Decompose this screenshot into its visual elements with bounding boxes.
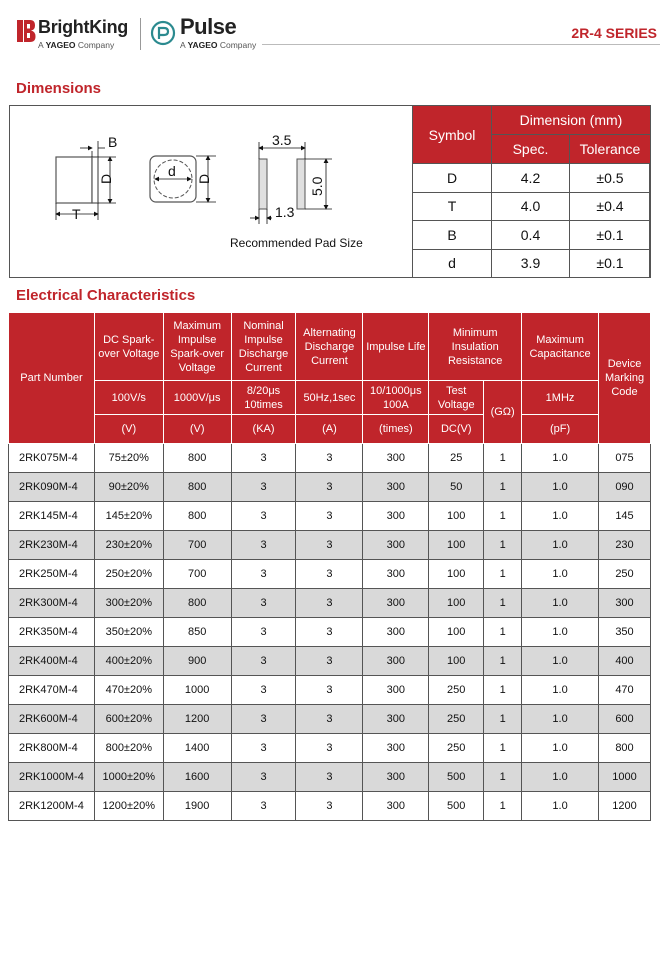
- part-number-cell: 2RK090M-4: [9, 473, 95, 502]
- spec-cell: 3.9: [492, 249, 570, 278]
- label-pad-width: 3.5: [272, 132, 292, 148]
- part-number-cell: 2RK1000M-4: [9, 763, 95, 792]
- nominal-discharge-cell: 3: [231, 792, 296, 821]
- life-unit: (times): [363, 415, 429, 444]
- dc-sparkover-cell: 250±20%: [94, 560, 163, 589]
- dc-sparkover-cell: 1000±20%: [94, 763, 163, 792]
- alternating-discharge-cell: 3: [296, 734, 363, 763]
- impulse-sparkover-cell: 1200: [163, 705, 231, 734]
- pulse-logo: [150, 16, 260, 52]
- capacitance-cell: 1.0: [522, 444, 599, 473]
- dc-sparkover-cell: 600±20%: [94, 705, 163, 734]
- insulation-cell: 1: [484, 444, 522, 473]
- tolerance-cell: ±0.4: [570, 192, 651, 221]
- spec-cell: 0.4: [492, 221, 570, 250]
- test-voltage-cell: 250: [429, 705, 484, 734]
- nominal-discharge-cell: 3: [231, 647, 296, 676]
- table-row: [9, 763, 651, 792]
- gohm-unit: (GΩ): [484, 381, 522, 444]
- impulse-life-cell: 300: [363, 473, 429, 502]
- alternating-discharge-cell: 3: [296, 618, 363, 647]
- alternating-discharge-cell: 3: [296, 502, 363, 531]
- impulse-life-cell: 300: [363, 792, 429, 821]
- test-voltage-cell: 100: [429, 531, 484, 560]
- insulation-cell: 1: [484, 676, 522, 705]
- test-voltage-cell: 500: [429, 792, 484, 821]
- table-row: [9, 618, 651, 647]
- test-voltage-cell: 100: [429, 560, 484, 589]
- impulse-sparkover-cell: 1900: [163, 792, 231, 821]
- brightking-mark-icon: [16, 19, 36, 43]
- impulse-life-cell: 300: [363, 560, 429, 589]
- nominal-discharge-cell: 3: [231, 444, 296, 473]
- spec-header: Spec.: [492, 135, 570, 164]
- test-voltage-cell: 25: [429, 444, 484, 473]
- table-row: [9, 734, 651, 763]
- dimensions-title: Dimensions: [16, 80, 102, 97]
- insulation-cell: 1: [484, 502, 522, 531]
- dimension-table: [412, 105, 651, 278]
- test-voltage-cell: 500: [429, 763, 484, 792]
- page-header: [0, 0, 663, 60]
- part-number-cell: 2RK250M-4: [9, 560, 95, 589]
- dc-sparkover-cell: 90±20%: [94, 473, 163, 502]
- marking-code-cell: 300: [599, 589, 651, 618]
- capacitance-cell: 1.0: [522, 647, 599, 676]
- impulse-sparkover-cell: 800: [163, 473, 231, 502]
- part-number-cell: 2RK300M-4: [9, 589, 95, 618]
- capacitance-cell: 1.0: [522, 763, 599, 792]
- table-row: [413, 249, 651, 278]
- pulse-mark-icon: [150, 20, 176, 46]
- table-row: [9, 647, 651, 676]
- part-number-cell: 2RK470M-4: [9, 676, 95, 705]
- impulse-life-cell: 300: [363, 734, 429, 763]
- capacitance-cell: 1.0: [522, 560, 599, 589]
- dc-sparkover-cell: 75±20%: [94, 444, 163, 473]
- impulse-condition: 1000V/μs: [163, 381, 231, 415]
- alternating-discharge-header: Alternating Discharge Current: [296, 313, 363, 381]
- impulse-life-cell: 300: [363, 763, 429, 792]
- table-row: [413, 164, 651, 193]
- impulse-sparkover-cell: 1600: [163, 763, 231, 792]
- table-row: [413, 221, 651, 250]
- part-number-cell: 2RK600M-4: [9, 705, 95, 734]
- impulse-unit: (V): [163, 415, 231, 444]
- impulse-sparkover-cell: 800: [163, 444, 231, 473]
- marking-code-cell: 800: [599, 734, 651, 763]
- capacitance-cell: 1.0: [522, 473, 599, 502]
- marking-code-cell: 470: [599, 676, 651, 705]
- part-number-cell: 2RK075M-4: [9, 444, 95, 473]
- impulse-sparkover-cell: 900: [163, 647, 231, 676]
- table-row: [9, 502, 651, 531]
- alternating-discharge-cell: 3: [296, 589, 363, 618]
- alternating-discharge-cell: 3: [296, 705, 363, 734]
- capacitance-cell: 1.0: [522, 531, 599, 560]
- dc-sparkover-header: DC Spark-over Voltage: [94, 313, 163, 381]
- nominal-discharge-cell: 3: [231, 589, 296, 618]
- impulse-life-cell: 300: [363, 647, 429, 676]
- marking-code-header: Device Marking Code: [599, 313, 651, 444]
- impulse-sparkover-cell: 1000: [163, 676, 231, 705]
- dc-sparkover-cell: 300±20%: [94, 589, 163, 618]
- part-number-cell: 2RK350M-4: [9, 618, 95, 647]
- nominal-condition: 8/20μs 10times: [231, 381, 296, 415]
- capacitance-cell: 1.0: [522, 705, 599, 734]
- insulation-cell: 1: [484, 734, 522, 763]
- insulation-cell: 1: [484, 473, 522, 502]
- impulse-sparkover-cell: 700: [163, 531, 231, 560]
- impulse-life-cell: 300: [363, 705, 429, 734]
- test-voltage-cell: 50: [429, 473, 484, 502]
- table-row: [9, 473, 651, 502]
- dc-sparkover-cell: 800±20%: [94, 734, 163, 763]
- table-row: [413, 192, 651, 221]
- impulse-sparkover-cell: 850: [163, 618, 231, 647]
- tolerance-cell: ±0.1: [570, 249, 651, 278]
- symbol-cell: T: [413, 192, 492, 221]
- alt-condition: 50Hz,1sec: [296, 381, 363, 415]
- impulse-sparkover-cell: 700: [163, 560, 231, 589]
- dc-sparkover-cell: 1200±20%: [94, 792, 163, 821]
- marking-code-cell: 1000: [599, 763, 651, 792]
- impulse-life-cell: 300: [363, 589, 429, 618]
- alternating-discharge-cell: 3: [296, 792, 363, 821]
- part-number-cell: 2RK145M-4: [9, 502, 95, 531]
- electrical-table-body: [9, 444, 651, 821]
- spec-cell: 4.2: [492, 164, 570, 193]
- label-D-end: D: [196, 173, 212, 184]
- symbol-cell: D: [413, 164, 492, 193]
- series-title: 2R-4 SERIES: [571, 25, 657, 41]
- symbol-cell: d: [413, 249, 492, 278]
- dc-sparkover-cell: 470±20%: [94, 676, 163, 705]
- impulse-sparkover-cell: 800: [163, 502, 231, 531]
- symbol-cell: B: [413, 221, 492, 250]
- symbol-header: Symbol: [413, 106, 492, 164]
- insulation-cell: 1: [484, 705, 522, 734]
- impulse-life-cell: 300: [363, 444, 429, 473]
- dimensions-panel: [9, 105, 650, 278]
- label-B: B: [108, 134, 118, 150]
- part-number-header: Part Number: [9, 313, 95, 444]
- impulse-life-cell: 300: [363, 531, 429, 560]
- table-row: [9, 589, 651, 618]
- capacitance-cell: 1.0: [522, 618, 599, 647]
- brightking-name: BrightKing: [38, 17, 128, 37]
- brightking-logo: [16, 16, 140, 52]
- nominal-discharge-cell: 3: [231, 502, 296, 531]
- capacitance-cell: 1.0: [522, 734, 599, 763]
- marking-code-cell: 250: [599, 560, 651, 589]
- marking-code-cell: 400: [599, 647, 651, 676]
- label-pad-height: 5.0: [309, 176, 325, 196]
- marking-code-cell: 600: [599, 705, 651, 734]
- capacitance-cell: 1.0: [522, 502, 599, 531]
- electrical-title: Electrical Characteristics: [16, 287, 196, 304]
- test-voltage-cell: 100: [429, 647, 484, 676]
- nominal-discharge-header: Nominal Impulse Discharge Current: [231, 313, 296, 381]
- test-voltage-cell: 100: [429, 589, 484, 618]
- capacitance-cell: 1.0: [522, 589, 599, 618]
- label-D-side: D: [98, 173, 114, 184]
- alternating-discharge-cell: 3: [296, 763, 363, 792]
- impulse-sparkover-cell: 1400: [163, 734, 231, 763]
- table-row: [9, 676, 651, 705]
- marking-code-cell: 090: [599, 473, 651, 502]
- part-number-cell: 2RK1200M-4: [9, 792, 95, 821]
- dc-sparkover-cell: 350±20%: [94, 618, 163, 647]
- tolerance-cell: ±0.5: [570, 164, 651, 193]
- tolerance-cell: ±0.1: [570, 221, 651, 250]
- dc-condition: 100V/s: [94, 381, 163, 415]
- table-row: [9, 705, 651, 734]
- dc-unit: (V): [94, 415, 163, 444]
- nominal-discharge-cell: 3: [231, 763, 296, 792]
- insulation-cell: 1: [484, 647, 522, 676]
- nominal-discharge-cell: 3: [231, 473, 296, 502]
- table-row: [9, 444, 651, 473]
- test-voltage-cell: 100: [429, 618, 484, 647]
- alternating-discharge-cell: 3: [296, 531, 363, 560]
- impulse-life-header: Impulse Life: [363, 313, 429, 381]
- pulse-subtitle: A YAGEO Company: [180, 40, 257, 50]
- test-voltage-header: Test Voltage: [429, 381, 484, 415]
- insulation-cell: 1: [484, 763, 522, 792]
- nominal-discharge-cell: 3: [231, 676, 296, 705]
- test-voltage-unit: DC(V): [429, 415, 484, 444]
- electrical-table: [8, 312, 651, 821]
- capacitance-condition: 1MHz: [522, 381, 599, 415]
- nominal-discharge-cell: 3: [231, 734, 296, 763]
- nominal-discharge-cell: 3: [231, 531, 296, 560]
- impulse-life-cell: 300: [363, 502, 429, 531]
- alternating-discharge-cell: 3: [296, 473, 363, 502]
- marking-code-cell: 145: [599, 502, 651, 531]
- insulation-cell: 1: [484, 618, 522, 647]
- marking-code-cell: 230: [599, 531, 651, 560]
- alternating-discharge-cell: 3: [296, 444, 363, 473]
- insulation-cell: 1: [484, 792, 522, 821]
- impulse-sparkover-header: Maximum Impulse Spark-over Voltage: [163, 313, 231, 381]
- brightking-subtitle: A YAGEO Company: [38, 40, 115, 50]
- capacitance-cell: 1.0: [522, 792, 599, 821]
- capacitance-cell: 1.0: [522, 676, 599, 705]
- marking-code-cell: 350: [599, 618, 651, 647]
- part-number-cell: 2RK800M-4: [9, 734, 95, 763]
- life-condition: 10/1000μs 100A: [363, 381, 429, 415]
- marking-code-cell: 1200: [599, 792, 651, 821]
- insulation-cell: 1: [484, 560, 522, 589]
- insulation-cell: 1: [484, 531, 522, 560]
- label-T: T: [72, 206, 81, 222]
- spec-cell: 4.0: [492, 192, 570, 221]
- dimension-header: Dimension (mm): [492, 106, 651, 135]
- impulse-life-cell: 300: [363, 676, 429, 705]
- part-number-cell: 2RK230M-4: [9, 531, 95, 560]
- marking-code-cell: 075: [599, 444, 651, 473]
- test-voltage-cell: 250: [429, 734, 484, 763]
- test-voltage-cell: 100: [429, 502, 484, 531]
- dimension-drawing: [10, 106, 412, 277]
- table-row: [9, 531, 651, 560]
- logo-divider: [140, 18, 141, 50]
- label-d: d: [168, 163, 176, 179]
- dc-sparkover-cell: 145±20%: [94, 502, 163, 531]
- capacitance-unit: (pF): [522, 415, 599, 444]
- impulse-sparkover-cell: 800: [163, 589, 231, 618]
- capacitance-header: Maximum Capacitance: [522, 313, 599, 381]
- insulation-header: Minimum Insulation Resistance: [429, 313, 522, 381]
- alternating-discharge-cell: 3: [296, 676, 363, 705]
- impulse-life-cell: 300: [363, 618, 429, 647]
- nominal-discharge-cell: 3: [231, 618, 296, 647]
- dc-sparkover-cell: 400±20%: [94, 647, 163, 676]
- nominal-discharge-cell: 3: [231, 705, 296, 734]
- nominal-unit: (KA): [231, 415, 296, 444]
- pad-caption: Recommended Pad Size: [230, 236, 363, 250]
- insulation-cell: 1: [484, 589, 522, 618]
- part-number-cell: 2RK400M-4: [9, 647, 95, 676]
- pulse-name: Pulse: [180, 14, 237, 39]
- alternating-discharge-cell: 3: [296, 647, 363, 676]
- tolerance-header: Tolerance: [570, 135, 651, 164]
- table-row: [9, 792, 651, 821]
- table-row: [9, 560, 651, 589]
- alternating-discharge-cell: 3: [296, 560, 363, 589]
- label-pad-gap: 1.3: [275, 204, 295, 220]
- dc-sparkover-cell: 230±20%: [94, 531, 163, 560]
- test-voltage-cell: 250: [429, 676, 484, 705]
- nominal-discharge-cell: 3: [231, 560, 296, 589]
- header-rule: [262, 44, 660, 45]
- alt-unit: (A): [296, 415, 363, 444]
